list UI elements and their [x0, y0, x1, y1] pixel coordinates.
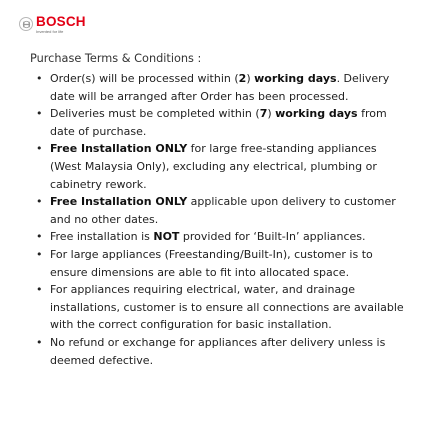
term-text: for large free-standing appliances (West Malaysia Only), excluding any electrical, plumbing or cabinetry rework. [50, 142, 377, 191]
bullet-icon: • [36, 142, 43, 156]
terms-list [36, 70, 408, 369]
term-text: ) [246, 72, 255, 85]
terms-list-item [36, 228, 408, 246]
bullet-icon: • [36, 107, 43, 121]
term-text: For appliances requiring electrical, water, and drainage installations, customer is to ensure all connections are available with the correct configuration for basic installation. [50, 283, 404, 332]
brand-name: BOSCH [36, 14, 86, 29]
term-emphasis: Free Installation ONLY [50, 195, 188, 209]
bullet-icon: • [36, 283, 43, 297]
terms-list-item [36, 281, 408, 334]
terms-title: Purchase Terms & Conditions : [30, 52, 202, 65]
bosch-wordmark [36, 15, 86, 34]
bosch-logo [19, 15, 86, 34]
term-emphasis: working days [275, 107, 358, 121]
bullet-icon: • [36, 335, 43, 349]
term-emphasis: working days [254, 72, 337, 85]
terms-list-item [36, 246, 408, 281]
bullet-icon: • [36, 195, 43, 209]
term-text: Order(s) will be processed within ( [50, 72, 239, 85]
brand-tagline: Invented for life [36, 28, 64, 34]
bullet-icon: • [36, 230, 43, 244]
terms-list-item [36, 105, 408, 140]
terms-list-item [36, 70, 408, 105]
term-emphasis: Free Installation ONLY [50, 142, 188, 156]
term-text: Deliveries must be completed within ( [50, 107, 260, 121]
bosch-armature-icon [19, 17, 33, 31]
bullet-icon: • [36, 72, 43, 85]
terms-list-item [36, 140, 408, 193]
term-emphasis: 7 [259, 107, 268, 121]
term-text: For large appliances (Freestanding/Built-In), customer is to ensure dimensions are able to fit into allocated space. [50, 247, 373, 279]
term-text: Free installation is [50, 230, 154, 244]
term-text: from date of purchase. [50, 107, 387, 138]
term-text: provided for ‘Built-In’ appliances. [179, 230, 366, 244]
term-emphasis: 2 [238, 72, 247, 85]
term-emphasis: NOT [153, 230, 180, 244]
term-text: No refund or exchange for appliances after delivery unless is deemed defective. [50, 335, 386, 367]
term-text: applicable upon delivery to customer and no other dates. [50, 195, 396, 226]
term-text: ) [267, 107, 276, 121]
terms-list-item [36, 334, 408, 369]
bosch-armature-glyph [22, 20, 31, 29]
bullet-icon: • [36, 247, 43, 261]
term-text: . Delivery date will be arranged after Order has been processed. [50, 72, 390, 103]
terms-list-item [36, 193, 408, 228]
